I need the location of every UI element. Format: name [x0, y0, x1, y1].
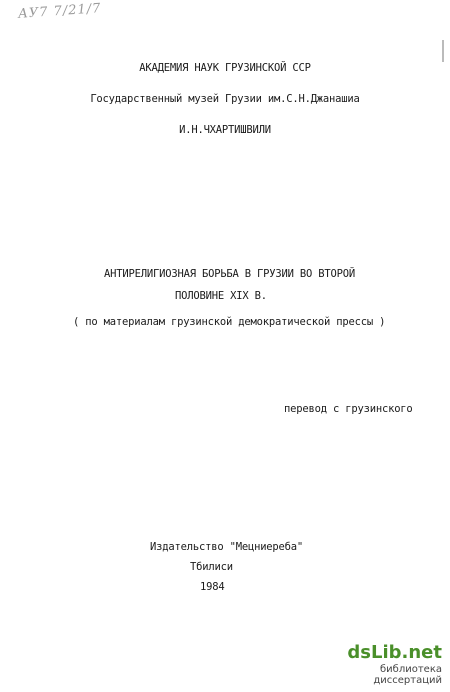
author-name: И.Н.ЧХАРТИШВИЛИ: [179, 124, 271, 136]
publisher: Издательство "Мецниереба": [150, 541, 304, 553]
year: 1984: [200, 581, 225, 593]
handwritten-note: АУ7 7/21/7: [17, 1, 102, 22]
title-line-2: ПОЛОВИНЕ XIX В.: [175, 290, 267, 302]
translation-note: перевод с грузинского: [284, 403, 413, 415]
museum-name: Государственный музей Грузии им.С.Н.Джанашиа: [90, 93, 360, 105]
dslib-subtitle: библиотека диссертаций: [373, 664, 442, 686]
edge-mark: [442, 40, 444, 62]
academy-name: АКАДЕМИЯ НАУК ГРУЗИНСКОЙ ССР: [139, 62, 311, 74]
title-line-1: АНТИРЕЛИГИОЗНАЯ БОРЬБА В ГРУЗИИ ВО ВТОРОЙ: [104, 268, 355, 280]
title-subtitle: ( по материалам грузинской демократической прессы ): [73, 316, 386, 328]
city: Тбилиси: [190, 561, 233, 573]
dslib-logo: dsLib.net: [347, 642, 442, 663]
dslib-watermark[interactable]: [332, 644, 442, 686]
